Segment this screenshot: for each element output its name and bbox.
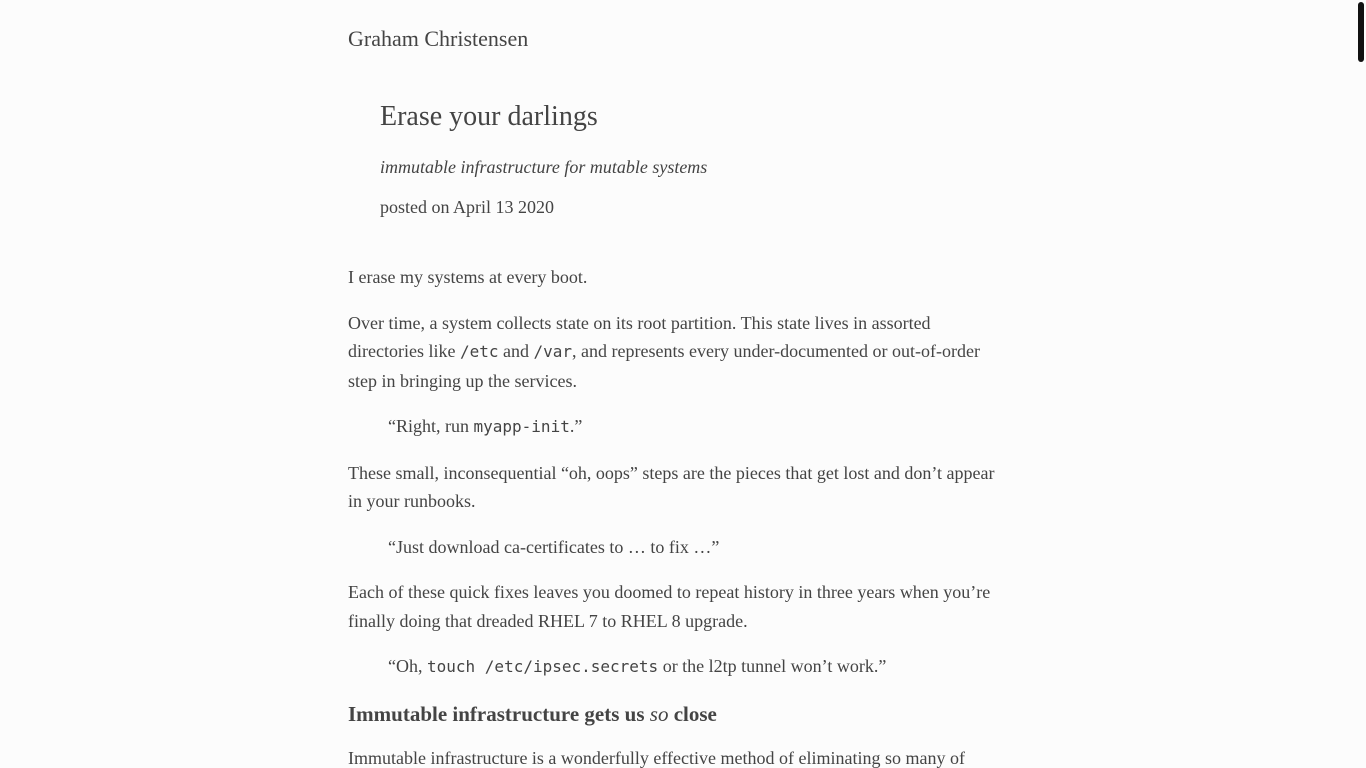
paragraph-quick-fixes: Each of these quick fixes leaves you doomed to repeat history in three years when you’re finally doing that dreaded RHEL 7 to RHEL 8 upgrade. — [348, 582, 991, 631]
post-subtitle: immutable infrastructure for mutable systems — [380, 157, 708, 177]
code-ipsec-secrets: touch /etc/ipsec.secrets — [427, 657, 659, 676]
post-date: posted on April 13 2020 — [380, 197, 554, 217]
text: and — [498, 341, 534, 361]
paragraph-immutable: Immutable infrastructure is a wonderfully effective method of eliminating so many of — [348, 747, 965, 768]
quote-myapp-init — [388, 412, 1008, 442]
page-scrollbar[interactable] — [1356, 0, 1366, 768]
paragraph-intro: I erase my systems at every boot. — [348, 267, 588, 287]
text: close — [668, 701, 717, 726]
quote-ipsec — [388, 652, 1008, 682]
text: “Right, run — [388, 416, 474, 436]
emphasis: so — [649, 701, 669, 726]
text: .” — [569, 416, 583, 436]
text: “Oh, — [388, 656, 427, 676]
paragraph-state — [348, 309, 1008, 396]
code-etc: /etc — [459, 342, 499, 361]
text: , and represents every under-documented or out-of-order step in bringing up the services. — [348, 341, 981, 391]
quote-ca-certificates: “Just download ca-certificates to … to fix …” — [388, 536, 720, 557]
section-heading-immutable — [348, 700, 1008, 728]
scrollbar-thumb[interactable] — [1358, 2, 1364, 62]
text: or the l2tp tunnel won’t work.” — [658, 656, 887, 676]
code-var: /var — [533, 342, 573, 361]
post-title: Erase your darlings — [380, 101, 598, 132]
site-title-link[interactable]: Graham Christensen — [348, 26, 529, 51]
paragraph-oops: These small, inconsequential “oh, oops” steps are the pieces that get lost and don’t appear in your runbooks. — [348, 462, 995, 511]
text: Immutable infrastructure gets us — [348, 701, 650, 726]
text: Over time, a system collects state on its root partition. This state lives in assorted directories like — [348, 312, 931, 361]
post-header — [380, 100, 1010, 217]
post-body — [348, 263, 1008, 768]
code-myapp-init: myapp-init — [473, 417, 570, 436]
